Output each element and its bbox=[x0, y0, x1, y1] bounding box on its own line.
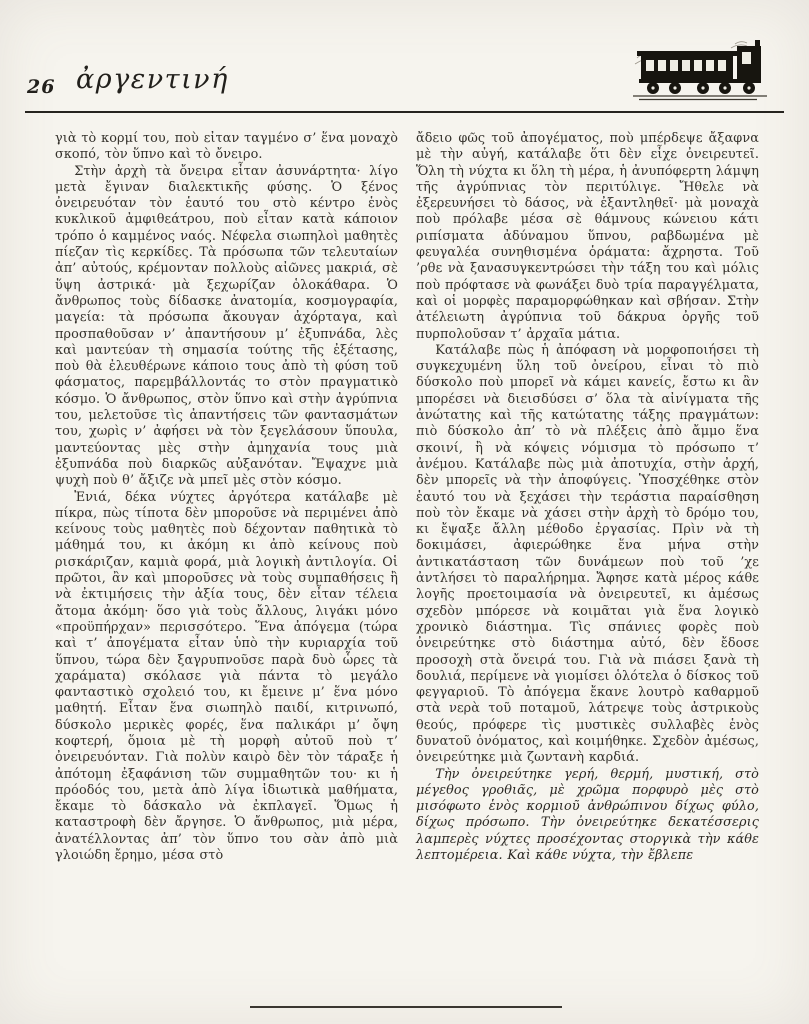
paragraph: Κατάλαβε πὼς ἡ ἀπόφαση νὰ μορφοποιήσει τὴ συγκεχυμένη ὕλη τοῦ ὀνείρου, εἶναι τὸ πιὸ δύσκολο ποὺ μπορεῖ νὰ κάμει κανείς, ἔστω κι ἂν μπορέσει νὰ διεισδύσει σ’ ὅλα τὰ αἰνίγματα τῆς ἀνώτατης καὶ τῆς κατώτατης τάξης πραγμάτων: πιὸ δύσκολο ἀπ’ τὸ νὰ πλέξεις ἀπὸ ἄμμο ἕνα σκοινί, ἢ νὰ κόψεις νόμισμα τὸ πρόσωπο τ’ ἀνέμου. Κατάλαβε πὼς μιὰ ἀποτυχία, στὴν ἀρχή, δὲν μπορεῖς νὰ τὴν ἀποφύγεις. Ὑποσχέθηκε στὸν ἑαυτό του νὰ ξεχάσει τὴν τεράστια παραίσθηση ποὺ τὸν ἔκαμε νὰ χάσει στὴν ἀρχὴ τὸ δρόμο του, κι ἔψαξε ἄλλη μέθοδο ἐργασίας. Πρὶν νὰ τὴ δοκιμάσει, ἀφιερώθηκε ἕνα μήνα στὴν ἀντικατάσταση τῶν δυνάμεων ποὺ τοῦ ’χε ἀντλήσει τὸ παραλήρημα. Ἄφησε κατὰ μέρος κάθε λογῆς προετοιμασία νὰ ὀνειρευτεῖ, κι ἀμέσως σχεδὸν μπόρεσε νὰ κοιμᾶται γιὰ ἕνα λογικὸ χρονικὸ διάστημα. Τὶς σπάνιες φορὲς ποὺ ὀνειρεύτηκε στὸ διάστημα αὐτό, δὲν ἔδοσε προσοχὴ στὰ ὄνειρά του. Γιὰ νὰ πιάσει ξανὰ τὴ δουλιά, περίμενε νὰ γιομίσει ὁλότελα ὁ δίσκος τοῦ φεγγαριοῦ. Τὸ ἀπόγεμα ἔκανε λουτρὸ καθαρμοῦ στὰ νερὰ τοῦ ποταμοῦ, λάτρεψε τοὺς ἀστρικοὺς θεούς, πρόφερε τὶς μυστικὲς συλλαβὲς ἑνὸς δυνατοῦ ὀνόματος, καὶ κοιμήθηκε. Σχεδὸν ἀμέσως, ὀνειρεύτηκε μιὰ ζωντανὴ καρδιά. bbox=[416, 342, 759, 766]
page-title: ἀργεντινή bbox=[76, 64, 229, 95]
paragraph: γιὰ τὸ κορμί του, ποὺ εἶταν ταγμένο σ’ ἕνα μοναχὸ σκοπό, τὸν ὕπνο καὶ τὸ ὄνειρο. bbox=[55, 131, 398, 163]
header-rule bbox=[25, 111, 784, 113]
paragraph: ἄδειο φῶς τοῦ ἀπογέματος, ποὺ μπέρδεψε ἄξαφνα μὲ τὴν αὐγή, κατάλαβε ὅτι δὲν εἶχε ὀνειρευτεῖ. Ὅλη τὴ νύχτα κι ὅλη τὴ μέρα, ἡ ἀνυπόφερτη λάμψη τῆς ἀγρύπνιας τὸν περιτύλιγε. Ἤθελε νὰ ἐξερευνήσει τὸ δάσος, νὰ ἐξαντληθεῖ· μὰ μοναχὰ ποὺ πρόλαβε μέσα σὲ θάμνους κώνειου κάτι ριπίσματα ἀδύναμου ὕπνου, ραβδωμένα μὲ φευγαλέα συνηθισμένα ὁράματα: ἄχρηστα. Τοῦ ’ρθε νὰ ξανασυγκεντρώσει τὴν τάξη του καὶ μόλις ποὺ πρόφτασε νὰ φωνάξει δυὸ τρία παραγγέλματα, καὶ οἱ μορφὲς παραμορφώθηκαν καὶ σβήσαν. Στὴν ἀτέλειωτη ἀγρύπνια τοῦ δάκρυα ὀργῆς τοῦ πυρπολοῦσαν τ’ ἀρχαῖα μάτια. bbox=[416, 131, 759, 342]
text-columns bbox=[55, 131, 759, 995]
tram-engraving-icon bbox=[631, 38, 771, 102]
page-number: 26 bbox=[27, 76, 56, 98]
bottom-rule bbox=[250, 1006, 562, 1008]
right-column bbox=[416, 131, 759, 995]
paragraph-emphasized: Τὴν ὀνειρεύτηκε γερή, θερμή, μυστική, στὸ μέγεθος γροθιᾶς, μὲ χρῶμα πορφυρὸ μὲς στὸ μισόφωτο ἑνὸς κορμιοῦ ἀνθρώπινου δίχως φύλο, δίχως πρόσωπο. Τὴν ὀνειρεύτηκε δεκατέσσερις λαμπερὲς νύχτες προσέχοντας στοργικὰ τὴν κάθε λεπτομέρεια. Καὶ κάθε νύχτα, τὴν ἔβλεπε bbox=[416, 766, 759, 864]
left-column bbox=[55, 131, 398, 995]
paragraph: Στὴν ἀρχὴ τὰ ὄνειρα εἶταν ἀσυνάρτητα· λίγο μετὰ ἔγιναν διαλεκτικῆς φύσης. Ὁ ξένος ὀνειρευόταν τὸν ἑαυτό του στὸ κέντρο ἑνὸς κυκλικοῦ ἀμφιθεάτρου, ποὺ εἶταν κατὰ κάποιον τρόπο ὁ καμμένος ναός. Νέφελα σιωπηλοὶ μαθητὲς πίεζαν τὶς κερκίδες. Τὰ πρόσωπα τῶν τελευταίων ἀπ’ αὐτούς, κρέμονταν πολλοὺς αἰῶνες μακριά, σὲ ὕψη ἀστρικά· μὰ ξεχωρίζαν ὁλοκάθαρα. Ὁ ἄνθρωπος τοὺς δίδασκε ἀνατομία, κοσμογραφία, μαγεία: τὰ πρόσωπα ἄκουγαν ἀχόρταγα, καὶ προσπαθοῦσαν ν’ ἀπαντήσουν μ’ ἐξυπνάδα, λὲς καὶ μαντεύαν τὴ σημασία τούτης τῆς ἐξέτασης, ποὺ θὰ ἐλευθέρωνε κάποιο τους ἀπὸ τὴ φύση τοῦ φάσματος, παρεμβάλλοντάς το στὸν πραγματικὸ κόσμο. Ὁ ἄνθρωπος, στὸν ὕπνο καὶ στὴν ἀγρύπνια του, μελετοῦσε τὶς ἀπαντήσεις τῶν φαντασμάτων του, χωρὶς ν’ ἀφήσει νὰ τὸν ξεγελάσουν ὕπουλα, μαντεύοντας μὲς στὴν ἀμηχανία τους μιὰ ἐξυπνάδα ποὺ διαρκῶς αὐξανόταν. Ἔψαχνε μιὰ ψυχὴ ποὺ θ’ ἄξιζε νὰ μπεῖ μὲς στὸν κόσμο. bbox=[55, 163, 398, 489]
paragraph: Ἐνιά, δέκα νύχτες ἀργότερα κατάλαβε μὲ πίκρα, πὼς τίποτα δὲν μποροῦσε νὰ περιμένει ἀπὸ κείνους τοὺς μαθητὲς ποὺ δέχονταν παθητικὰ τὸ μάθημά του, κι ἀκόμη κι ἀπὸ κείνους ποὺ ρισκάριζαν, καμιὰ φορά, μιὰ λογικὴ ἀντιλογία. Οἱ πρῶτοι, ἂν καὶ μποροῦσες νὰ τοὺς συμπαθήσεις ἢ νὰ ἐκτιμήσεις τὴν ἀξία τους, δὲν εἶταν τέλεια ἄτομα ἀκόμη· ὅσο γιὰ τοὺς ἄλλους, λιγάκι μόνο «προϋπήρχαν» περισσότερο. Ἕνα ἀπόγεμα (τώρα καὶ τ’ ἀπογέματα εἶταν ὑπὸ τὴν κυριαρχία τοῦ ὕπνου, τώρα δὲν ξαγρυπνοῦσε παρὰ δυὸ ὧρες τὰ χαράματα) σκόλασε γιὰ πάντα τὸ μεγάλο φανταστικὸ σχολειό του, κι ἔμεινε μ’ ἕνα μόνο μαθητή. Εἶταν ἕνα σιωπηλὸ παιδί, κιτρινωπό, δύσκολο μερικὲς φορές, ἕνα παλικάρι μ’ ὄψη κοφτερή, ὅμοια μὲ τὴ μορφὴ αὐτοῦ ποὺ τ’ ὀνειρευόνταν. Γιὰ πολὺν καιρὸ δὲν τὸν τάραξε ἡ ἀπότομη ἐξαφάνιση τῶν συμμαθητῶν του· κι ἡ πρόοδός του, μετὰ ἀπὸ λίγα ἰδιωτικὰ μαθήματα, ἔκαμε τὸ δάσκαλο νὰ ἐκπλαγεῖ. Ὅμως ἡ καταστροφὴ δὲν ἄργησε. Ὁ ἄνθρωπος, μιὰ μέρα, ἀνατέλλοντας ἀπ’ τὸν ὕπνο του σὰν ἀπὸ μιὰ γλοιώδη ἔρημο, μέσα στὸ bbox=[55, 489, 398, 864]
